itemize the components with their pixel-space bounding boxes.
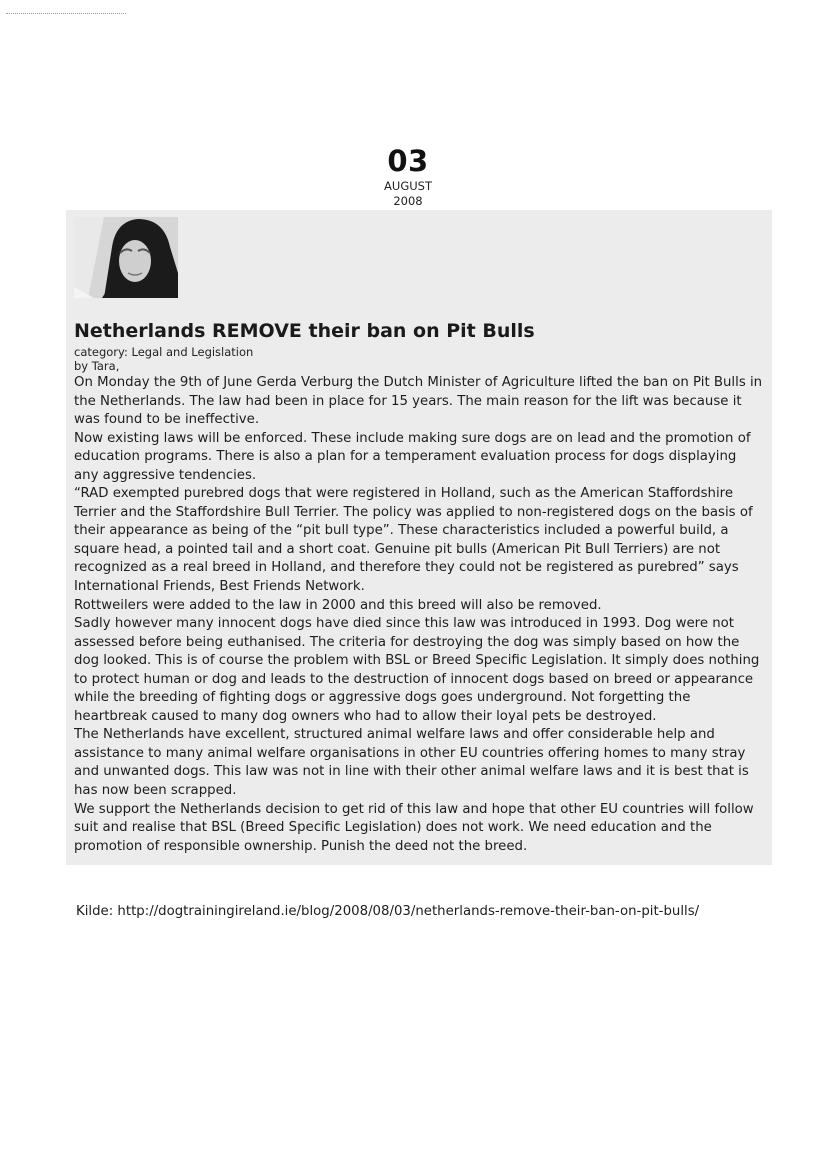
scan-edge-line bbox=[6, 13, 126, 14]
post-paragraph: Now existing laws will be enforced. These include making sure dogs are on lead and the promotion of education programs. There is also a plan for a temperament evaluation process for dogs displaying any aggressive tendencies. bbox=[74, 430, 751, 483]
post-title: Netherlands REMOVE their ban on Pit Bulls bbox=[74, 320, 535, 342]
source-link[interactable]: Kilde: http://dogtrainingireland.ie/blog/2008/08/03/netherlands-remove-their-ban-on-pit-bulls/ bbox=[76, 904, 700, 919]
post-date bbox=[338, 143, 478, 209]
blog-post bbox=[74, 317, 764, 856]
date-month: AUGUST bbox=[384, 179, 432, 193]
post-paragraph: “RAD exempted purebred dogs that were registered in Holland, such as the American Staffordshire Terrier and the Staffordshire Bull Terrier. The policy was applied to non-registered dogs on the basis of their appearance as being of the “pit bull type”. These characteristics included a powerful build, a square head, a pointed tail and a short coat. Genuine pit bulls (American Pit Bull Terriers) are not recognized as a real breed in Holland, and therefore they could not be registered as purebred” says International Friends, Best Friends Network. bbox=[74, 486, 753, 595]
post-paragraph: The Netherlands have excellent, structured animal welfare laws and offer considerable help and assistance to many animal welfare organisations in other EU countries offering homes to many stray and unwanted dogs. This law was not in line with their other animal welfare laws and it is best that is has now been scrapped. bbox=[74, 727, 749, 799]
date-day: 03 bbox=[387, 144, 429, 178]
post-paragraph: We support the Netherlands decision to get rid of this law and hope that other EU countries will follow suit and realise that BSL (Breed Specific Legislation) does not work. We need education and the promotion of responsible ownership. Punish the deed not the breed. bbox=[74, 801, 754, 854]
date-year: 2008 bbox=[393, 194, 423, 208]
post-category: category: Legal and Legislation bbox=[74, 345, 254, 359]
post-paragraph: Rottweilers were added to the law in 2000 and this breed will also be removed. bbox=[74, 597, 602, 613]
post-paragraph: On Monday the 9th of June Gerda Verburg the Dutch Minister of Agriculture lifted the ban on Pit Bulls in the Netherlands. The law had been in place for 15 years. The main reason for the lift was because it was found to be ineffective. bbox=[74, 375, 763, 428]
post-body bbox=[74, 374, 764, 856]
post-author: by Tara, bbox=[74, 359, 120, 373]
author-portrait-icon bbox=[74, 217, 178, 298]
post-paragraph: Sadly however many innocent dogs have died since this law was introduced in 1993. Dog were not assessed before being euthanised. The criteria for destroying the dog was simply based on how the dog looked. This is of course the problem with BSL or Breed Specific Legislation. It simply does nothing to protect human or dog and leads to the destruction of innocent dogs based on breed or appearance while the breeding of fighting dogs or aggressive dogs goes underground. Not forgetting the heartbreak caused to many dog owners who had to allow their loyal pets be destroyed. bbox=[74, 616, 760, 724]
